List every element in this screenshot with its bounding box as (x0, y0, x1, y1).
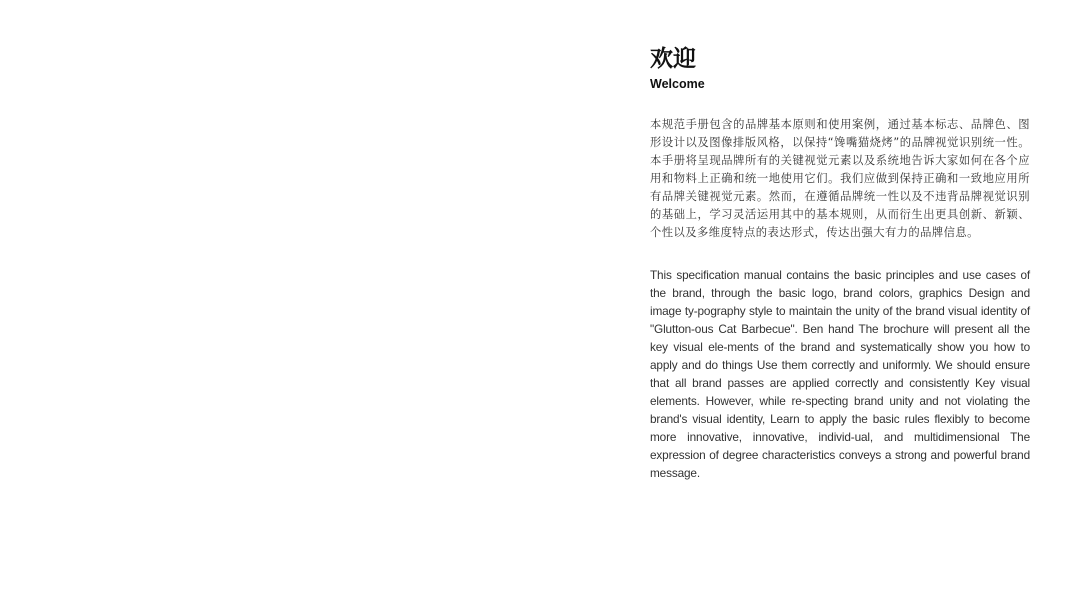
welcome-section (650, 44, 1030, 482)
page-title-english: Welcome (650, 77, 705, 91)
intro-paragraph-chinese: 本规范手册包含的品牌基本原则和使用案例，通过基本标志、品牌色、图形设计以及图像排版风格，以保持“馋嘴猫烧烤”的品牌视觉识别统一性。本手册将呈现品牌所有的关键视觉元素以及系统地告诉大家如何在各个应用和物料上正确和统一地使用它们。我们应做到保持正确和一致地应用所有品牌关键视觉元素。然而，在遵循品牌统一性以及不违背品牌视觉识别的基础上，学习灵活运用其中的基本规则，从而衍生出更具创新、新颖、个性以及多维度特点的表达形式，传达出强大有力的品牌信息。 (650, 118, 1030, 239)
page-title-chinese: 欢迎 (650, 46, 696, 72)
intro-paragraph-english: This specification manual contains the basic principles and use cases of the brand, through the basic logo, brand colors, graphics Design and image ty-pography style to maintain the unity of the brand visual identity of "Glutton-ous Cat Barbecue". Ben hand The brochure will present all the key visual ele-ments of the brand and systematically show you how to apply and do things Use them correctly and uniformly. We should ensure that all brand passes are applied correctly and consistently Key visual elements. However, while re-specting brand unity and not violating the brand's visual identity, Learn to apply the basic rules flexibly to become more innovative, innovative, individ-ual, and multidimensional The expression of degree characteristics conveys a strong and powerful brand message. (650, 268, 1030, 480)
